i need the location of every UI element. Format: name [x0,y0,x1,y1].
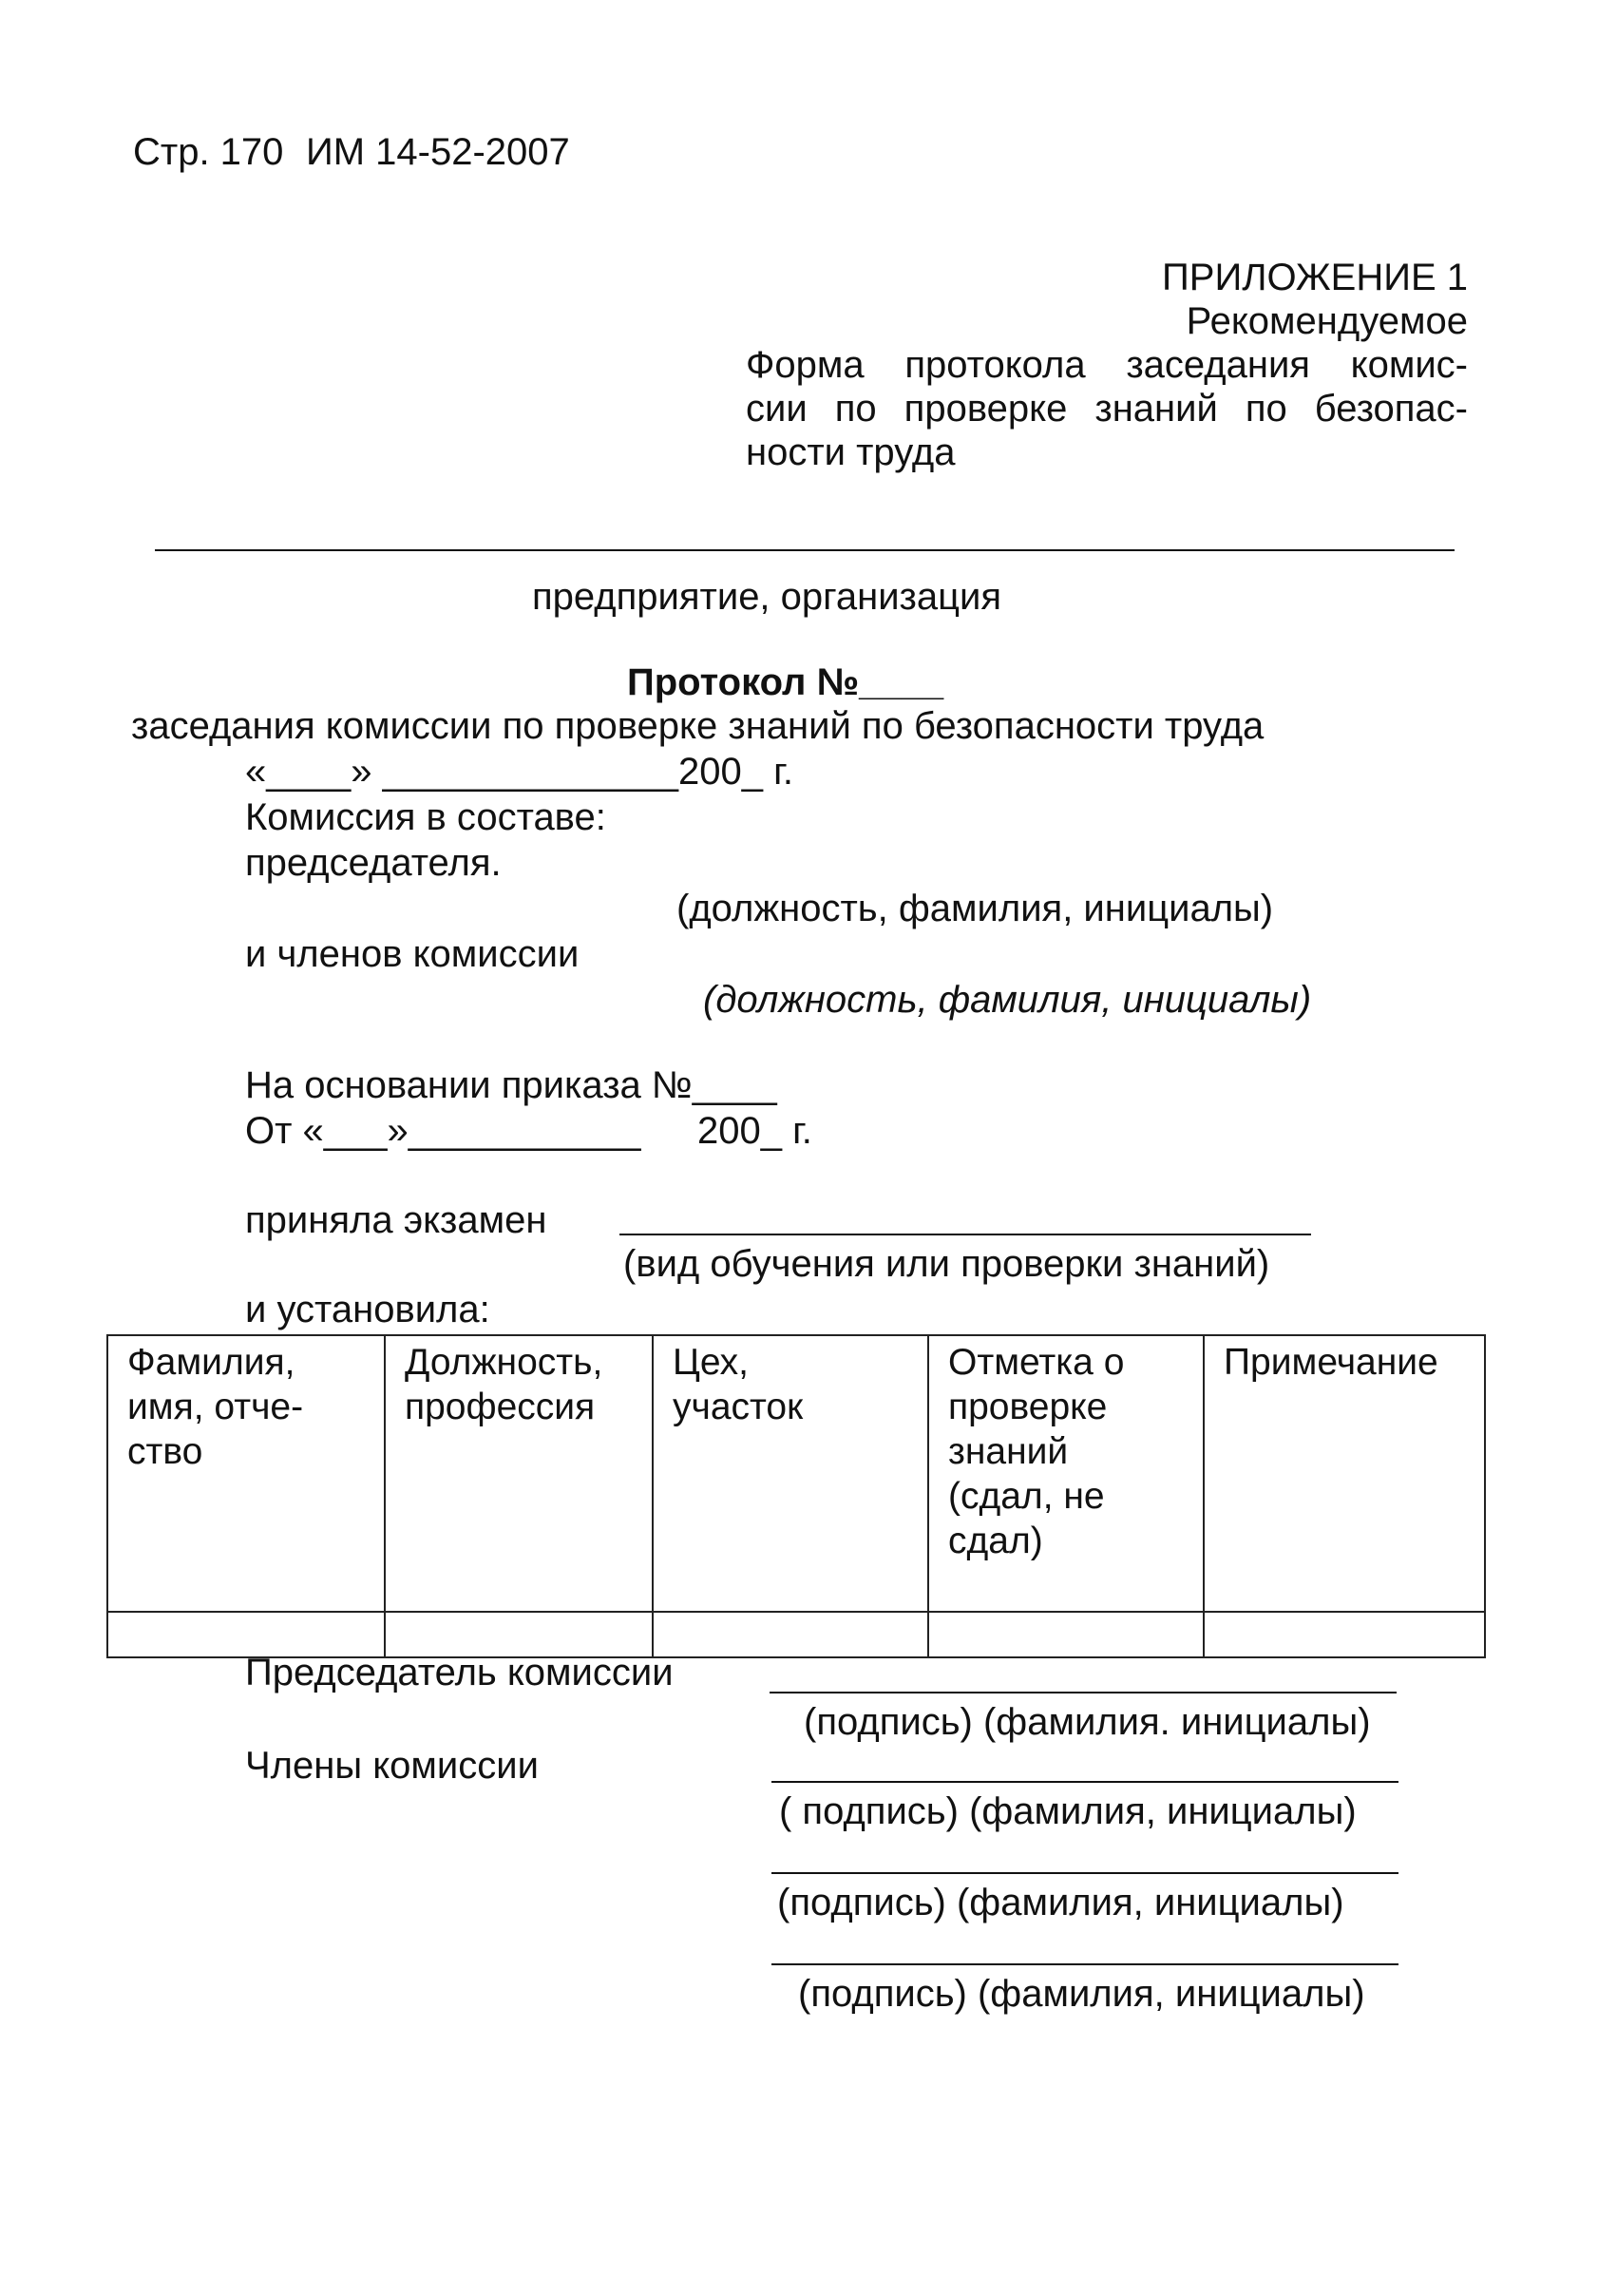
chairman-signature-caption: (подпись) (фамилия. инициалы) [804,1701,1371,1743]
member-signature-line [771,1872,1398,1874]
member-signature-caption: (подпись) (фамилия, инициалы) [777,1882,1344,1923]
member-signature-line [771,1781,1398,1783]
table-cell [928,1612,1204,1657]
order-label: На основании приказа №____ [245,1064,777,1106]
exam-line [619,1234,1311,1235]
appendix-title: ПРИЛОЖЕНИЕ 1 [1162,257,1468,298]
table-header-row [107,1335,1485,1612]
organization-line [155,549,1455,551]
members-label: и членов комиссии [245,933,580,975]
appendix-description-line: ности труда [746,431,956,473]
exam-label: приняла экзамен [245,1199,547,1241]
header-workshop: Цех, участок [653,1335,928,1612]
order-date: От «___»___________ [245,1110,641,1152]
document-code: ИМ 14-52-2007 [306,131,570,173]
appendix-status: Рекомендуемое [1186,300,1468,342]
commission-label: Комиссия в составе: [245,796,606,838]
member-signature-line [771,1963,1398,1965]
protocol-date: «____» ______________200_ г. [245,751,793,793]
table-row [107,1612,1485,1657]
protocol-subtitle: заседания комиссии по проверке знаний по безопасности труда [131,705,1265,747]
members-caption: (должность, фамилия, инициалы) [703,979,1312,1021]
header-check-mark: Отметка о проверке знаний (сдал, не сдал) [928,1335,1204,1612]
protocol-title: Протокол №____ [627,661,944,703]
table-cell [385,1612,653,1657]
organization-caption: предприятие, организация [532,576,1002,618]
member-signature-caption: (подпись) (фамилия, инициалы) [798,1973,1365,2015]
header-note: Примечание [1204,1335,1485,1612]
member-signature-caption: ( подпись) (фамилия, инициалы) [779,1790,1357,1832]
table-cell [653,1612,928,1657]
table-cell [107,1612,385,1657]
chairman-label: председателя. [245,842,502,884]
appendix-description-line: Форма протокола заседания комис- [746,344,1468,386]
page-number: Стр. 170 [133,131,284,173]
members-signature-label: Члены комиссии [245,1745,539,1787]
chairman-signature-label: Председатель комиссии [245,1652,674,1693]
header-full-name: Фамилия, имя, отче- ство [107,1335,385,1612]
chairman-signature-line [770,1692,1397,1693]
table-cell [1204,1612,1485,1657]
header-position: Должность, профессия [385,1335,653,1612]
exam-caption: (вид обучения или проверки знаний) [623,1243,1270,1285]
appendix-description-line: сии по проверке знаний по безопас- [746,388,1468,430]
order-year: 200_ г. [697,1110,812,1152]
results-table [106,1334,1486,1658]
established-label: и установила: [245,1289,490,1330]
chairman-caption: (должность, фамилия, инициалы) [676,888,1274,929]
